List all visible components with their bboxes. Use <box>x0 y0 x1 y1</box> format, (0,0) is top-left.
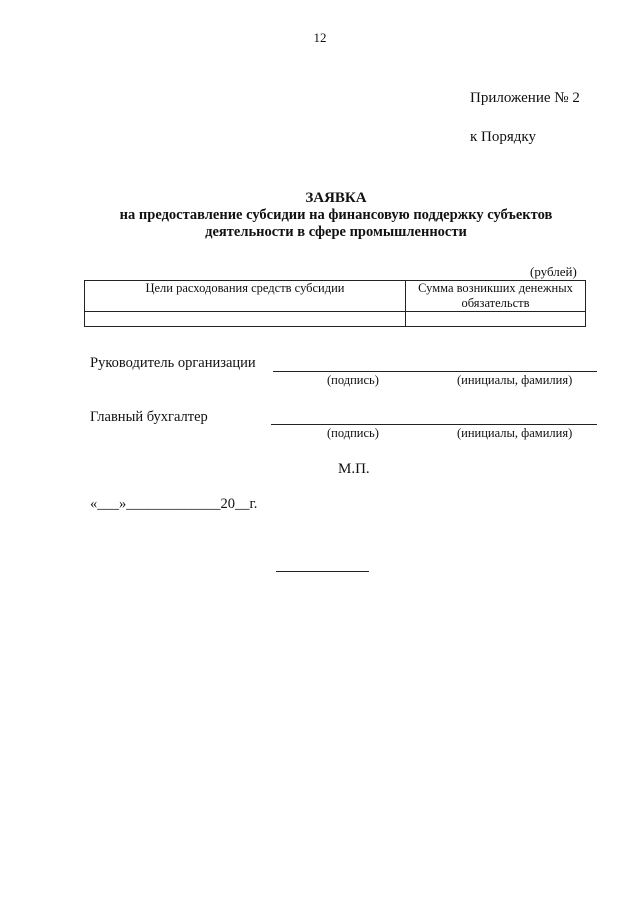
page-number: 12 <box>313 30 327 45</box>
appendix-label: Приложение № 2 <box>470 90 580 106</box>
chief-accountant-signature-line[interactable] <box>271 424 597 425</box>
table-cell-purpose[interactable] <box>85 312 406 327</box>
date-field[interactable]: «___»_____________20__г. <box>90 496 258 512</box>
document-subtitle-line-2: деятельности в сфере промышленности <box>205 224 467 240</box>
end-divider <box>276 571 369 572</box>
order-reference: к Порядку <box>470 129 536 145</box>
table-header-row <box>85 281 586 312</box>
director-name-hint: (инициалы, фамилия) <box>457 373 573 387</box>
director-signature-line[interactable] <box>273 371 597 372</box>
director-signature-hint: (подпись) <box>327 373 379 387</box>
stamp-place: М.П. <box>338 461 370 477</box>
chief-accountant-signature-hint: (подпись) <box>327 426 379 440</box>
chief-accountant-name-hint: (инициалы, фамилия) <box>457 426 573 440</box>
table-row <box>85 312 586 327</box>
table-header-amount: Сумма возникших денежных обязательств <box>406 281 586 312</box>
subsidy-table <box>84 280 586 327</box>
director-label: Руководитель организации <box>90 355 256 371</box>
document-subtitle-line-1: на предоставление субсидии на финансовую поддержку субъектов <box>119 207 553 223</box>
table-header-purpose: Цели расходования средств субсидии <box>85 281 406 312</box>
currency-units: (рублей) <box>530 264 577 279</box>
chief-accountant-label: Главный бухгалтер <box>90 409 208 425</box>
table-cell-amount[interactable] <box>406 312 586 327</box>
document-title: ЗАЯВКА <box>305 190 367 206</box>
